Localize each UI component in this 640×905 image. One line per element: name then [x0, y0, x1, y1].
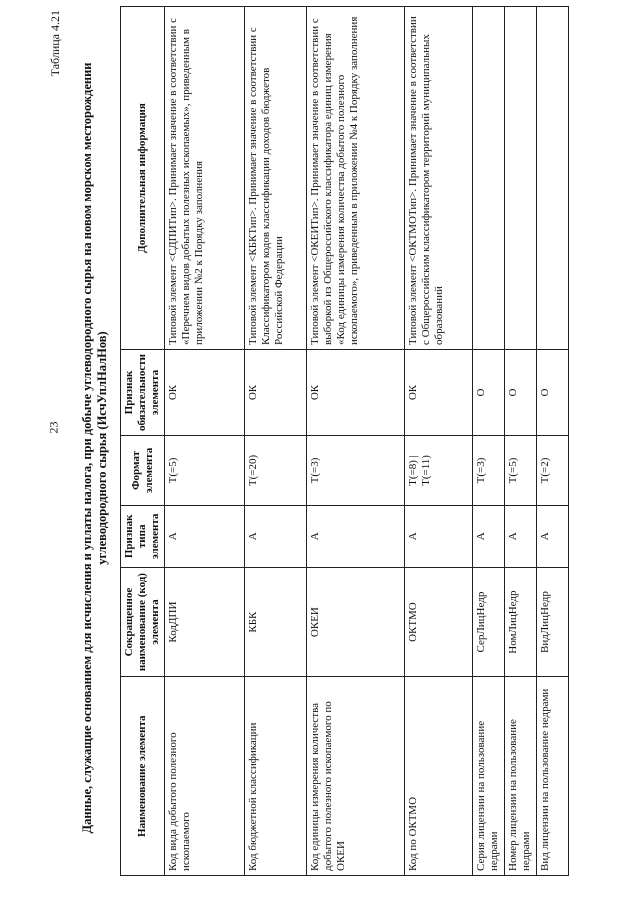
cell-info: Типовой элемент <КБКТип>. Принимает значение в соответствии с Классификатором кодов классификации доходов бюджетов Российской Федерации [245, 7, 307, 350]
cell-name: Код по ОКТМО [405, 677, 473, 876]
cell-code: НомЛицНедр [505, 567, 537, 677]
table-row [537, 7, 569, 876]
cell-required: ОК [405, 350, 473, 436]
table-number: Таблица 4.21 [48, 10, 62, 77]
cell-name: Код бюджетной классификации [245, 677, 307, 876]
data-table [120, 6, 569, 876]
table-row [473, 7, 505, 876]
cell-info [537, 7, 569, 350]
cell-type: А [405, 505, 473, 567]
cell-info [505, 7, 537, 350]
page-number: 23 [46, 421, 61, 434]
cell-code: СерЛицНедр [473, 567, 505, 677]
cell-format: T(=3) [307, 436, 405, 506]
table-row [405, 7, 473, 876]
cell-name: Номер лицензии на пользование недрами [505, 677, 537, 876]
cell-name: Вид лицензии на пользование недрами [537, 677, 569, 876]
header-element-type: Признак типа элемента [121, 505, 165, 567]
cell-info: Типовой элемент <ОКТМОТип>. Принимает значение в соответствии с Общероссийским классификатором территорий муниципальных образований [405, 7, 473, 350]
cell-required: О [473, 350, 505, 436]
cell-format: T(=5) [505, 436, 537, 506]
cell-code: КодДПИ [165, 567, 245, 677]
cell-format: T(=2) [537, 436, 569, 506]
table-row [245, 7, 307, 876]
cell-info: Типовой элемент <ОКЕИТип>. Принимает значение в соответствии с выборкой из Общероссийского классификатора единиц измерения «Код единицы измерения количества добытого полезного ископаемого», приведенным в приложении №4 к Порядку заполнения [307, 7, 405, 350]
cell-type: А [245, 505, 307, 567]
header-additional-info: Дополнительная информация [121, 7, 165, 350]
header-element-required: Признак обязательности элемента [121, 350, 165, 436]
cell-name: Код единицы измерения количества добытого полезного ископаемого по ОКЕИ [307, 677, 405, 876]
cell-info: Типовой элемент <СДПИТип>. Принимает значение в соответствии с «Перечнем видов добытых полезных ископаемых», приведенным в приложении №2 к Порядку заполнения [165, 7, 245, 350]
header-element-format: Формат элемента [121, 436, 165, 506]
table-row [505, 7, 537, 876]
cell-code: ОКТМО [405, 567, 473, 677]
cell-format: T(=5) [165, 436, 245, 506]
cell-required: ОК [245, 350, 307, 436]
cell-code: ВидЛицНедр [537, 567, 569, 677]
cell-type: А [165, 505, 245, 567]
cell-type: А [307, 505, 405, 567]
cell-name: Код вида добытого полезного ископаемого [165, 677, 245, 876]
header-element-code: Сокращенное наименование (код) элемента [121, 567, 165, 677]
cell-info [473, 7, 505, 350]
cell-type: А [505, 505, 537, 567]
header-element-name: Наименование элемента [121, 677, 165, 876]
cell-type: А [473, 505, 505, 567]
cell-code: КБК [245, 567, 307, 677]
cell-required: О [537, 350, 569, 436]
table-row [165, 7, 245, 876]
table-row [307, 7, 405, 876]
cell-name: Серия лицензии на пользование недрами [473, 677, 505, 876]
table-title: Данные, служащие основанием для исчисления и уплаты налога, при добыче углеводородного сырья на новом морском месторождении углеводородного сырья (ИсчУплНалНов) [80, 62, 109, 834]
rotated-table-sheet [40, 8, 600, 888]
cell-required: ОК [165, 350, 245, 436]
cell-required: ОК [307, 350, 405, 436]
cell-required: О [505, 350, 537, 436]
cell-type: А [537, 505, 569, 567]
cell-code: ОКЕИ [307, 567, 405, 677]
cell-format: T(=8) | T(=11) [405, 436, 473, 506]
cell-format: T(=3) [473, 436, 505, 506]
table-header-row [121, 7, 165, 876]
cell-format: T(=20) [245, 436, 307, 506]
